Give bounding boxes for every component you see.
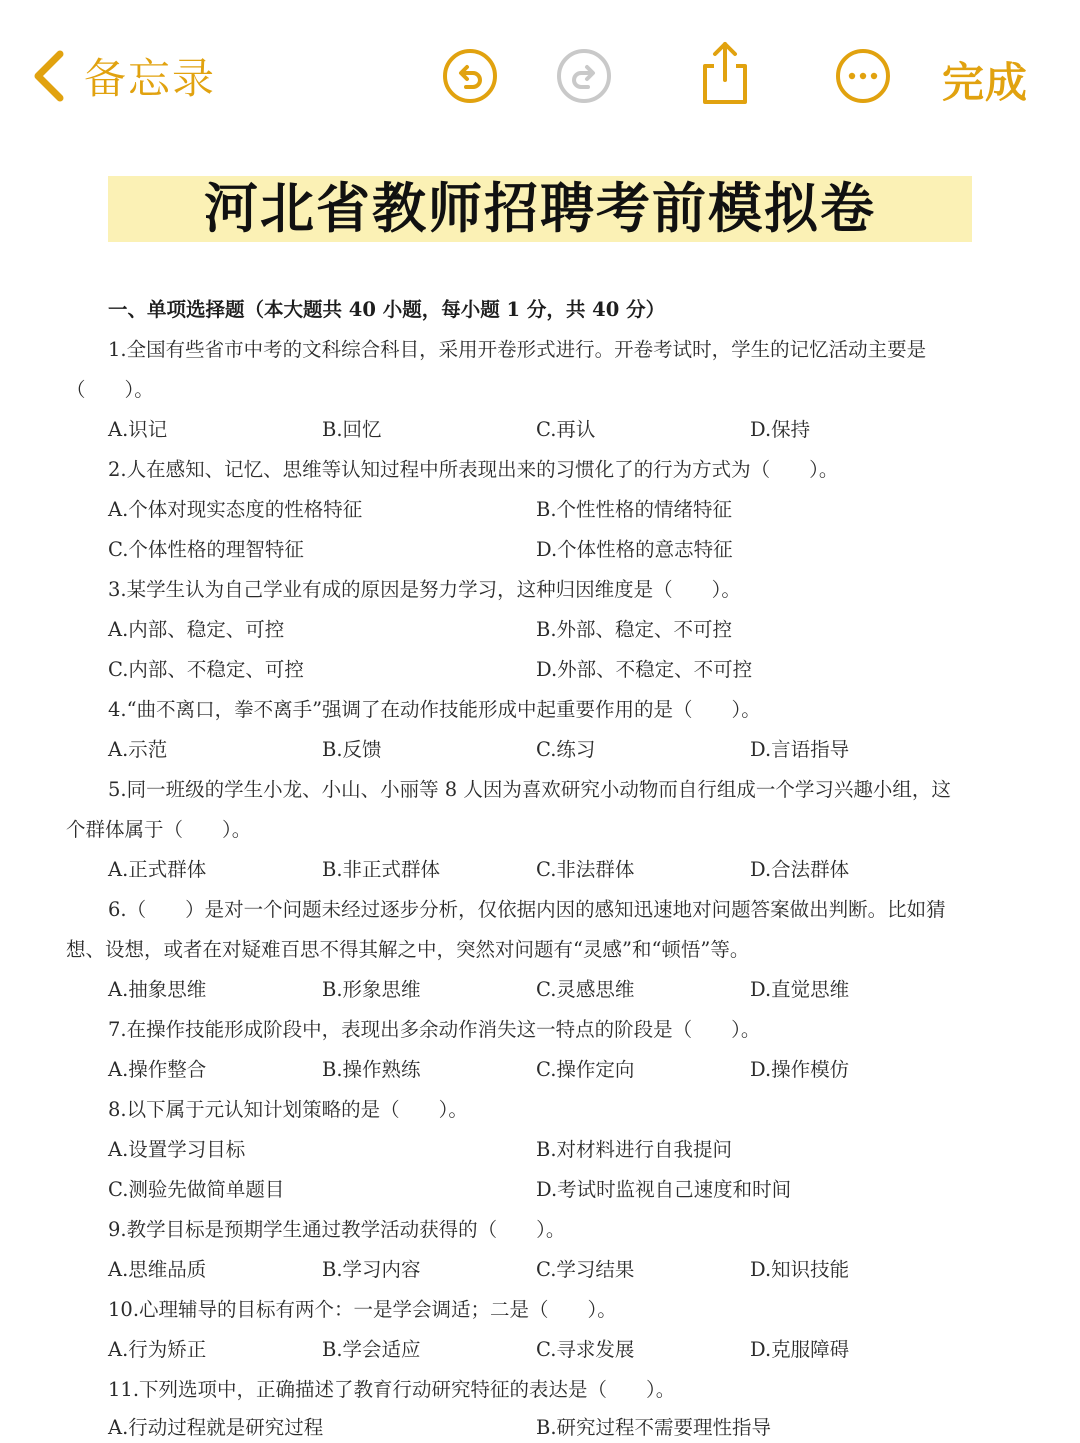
q4-option-a: A.示范 [108, 738, 168, 761]
undo-icon [442, 46, 498, 106]
question-4-text: 4.“曲不离口，拳不离手”强调了在动作技能形成中起重要作用的是（ ）。 [108, 698, 761, 721]
q7-option-c: C.操作定向 [536, 1058, 635, 1081]
question-1-text-cont: （ ）。 [66, 378, 154, 401]
q2-option-d: D.个体性格的意志特征 [536, 538, 733, 561]
question-5-text-cont: 个群体属于（ ）。 [66, 818, 252, 841]
q2-option-a: A.个体对现实态度的性格特征 [108, 498, 363, 521]
redo-icon [556, 46, 612, 106]
q3-option-d: D.外部、不稳定、不可控 [536, 658, 753, 681]
q8-option-b: B.对材料进行自我提问 [536, 1138, 733, 1161]
question-9-text: 9.教学目标是预期学生通过教学活动获得的（ ）。 [108, 1218, 566, 1241]
question-10-text: 10.心理辅导的目标有两个：一是学会调适；二是（ ）。 [108, 1298, 617, 1321]
section-heading: 一、单项选择题（本大题共 40 小题，每小题 1 分，共 40 分） [108, 298, 666, 321]
more-button[interactable] [834, 46, 892, 106]
question-8-text: 8.以下属于元认知计划策略的是（ ）。 [108, 1098, 468, 1121]
q1-option-c: C.再认 [536, 418, 596, 441]
q1-option-b: B.回忆 [322, 418, 382, 441]
q3-option-b: B.外部、稳定、不可控 [536, 618, 733, 641]
q8-option-d: D.考试时监视自己速度和时间 [536, 1178, 792, 1201]
q5-option-d: D.合法群体 [750, 858, 850, 881]
q10-option-a: A.行为矫正 [108, 1338, 207, 1361]
share-button[interactable] [697, 40, 753, 108]
notes-toolbar [0, 0, 1080, 150]
q8-option-c: C.测验先做简单题目 [108, 1178, 285, 1201]
q1-option-a: A.识记 [108, 418, 168, 441]
question-6-text-cont: 想、设想，或者在对疑难百思不得其解之中，突然对问题有“灵感”和“顿悟”等。 [66, 938, 750, 961]
q6-option-c: C.灵感思维 [536, 978, 635, 1001]
question-6-text: 6.（ ）是对一个问题未经过逐步分析，仅依据内因的感知迅速地对问题答案做出判断。比如猜 [108, 898, 946, 921]
q9-option-c: C.学习结果 [536, 1258, 635, 1281]
q9-option-d: D.知识技能 [750, 1258, 850, 1281]
question-1-text: 1.全国有些省市中考的文科综合科目，采用开卷形式进行。开卷考试时，学生的记忆活动主要是 [108, 338, 927, 361]
q10-option-c: C.寻求发展 [536, 1338, 635, 1361]
question-11-text: 11.下列选项中，正确描述了教育行动研究特征的表达是（ ）。 [108, 1378, 676, 1401]
share-icon [697, 40, 753, 108]
q7-option-b: B.操作熟练 [322, 1058, 421, 1081]
chevron-left-icon [30, 46, 70, 106]
question-5-text: 5.同一班级的学生小龙、小山、小丽等 8 人因为喜欢研究小动物而自行组成一个学习兴趣小组，这 [108, 778, 951, 801]
q7-option-a: A.操作整合 [108, 1058, 207, 1081]
q3-option-a: A.内部、稳定、可控 [108, 618, 285, 641]
q6-option-a: A.抽象思维 [108, 978, 207, 1001]
q3-option-c: C.内部、不稳定、可控 [108, 658, 304, 681]
q4-option-b: B.反馈 [322, 738, 382, 761]
q5-option-c: C.非法群体 [536, 858, 635, 881]
question-2-text: 2.人在感知、记忆、思维等认知过程中所表现出来的习惯化了的行为方式为（ ）。 [108, 458, 839, 481]
q10-option-b: B.学会适应 [322, 1338, 421, 1361]
q5-option-a: A.正式群体 [108, 858, 207, 881]
redo-button[interactable] [556, 46, 612, 106]
back-label: 备忘录 [84, 54, 217, 103]
q10-option-d: D.克服障碍 [750, 1338, 850, 1361]
q8-option-a: A.设置学习目标 [108, 1138, 246, 1161]
q4-option-d: D.言语指导 [750, 738, 850, 761]
q7-option-d: D.操作模仿 [750, 1058, 850, 1081]
q2-option-c: C.个体性格的理智特征 [108, 538, 304, 561]
q9-option-a: A.思维品质 [108, 1258, 207, 1281]
more-icon [834, 46, 892, 106]
q6-option-d: D.直觉思维 [750, 978, 850, 1001]
q4-option-c: C.练习 [536, 738, 596, 761]
q6-option-b: B.形象思维 [322, 978, 421, 1001]
q11-option-b: B.研究过程不需要理性指导 [536, 1416, 772, 1439]
page-title: 河北省教师招聘考前模拟卷 [204, 177, 876, 240]
q1-option-d: D.保持 [750, 418, 811, 441]
done-button[interactable]: 完成 [942, 58, 1029, 107]
q2-option-b: B.个性性格的情绪特征 [536, 498, 733, 521]
q5-option-b: B.非正式群体 [322, 858, 441, 881]
undo-button[interactable] [442, 46, 498, 106]
back-button[interactable] [30, 45, 216, 107]
q11-option-a: A.行动过程就是研究过程 [108, 1416, 324, 1439]
q9-option-b: B.学习内容 [322, 1258, 421, 1281]
question-7-text: 7.在操作技能形成阶段中，表现出多余动作消失这一特点的阶段是（ ）。 [108, 1018, 761, 1041]
question-3-text: 3.某学生认为自己学业有成的原因是努力学习，这种归因维度是（ ）。 [108, 578, 741, 601]
